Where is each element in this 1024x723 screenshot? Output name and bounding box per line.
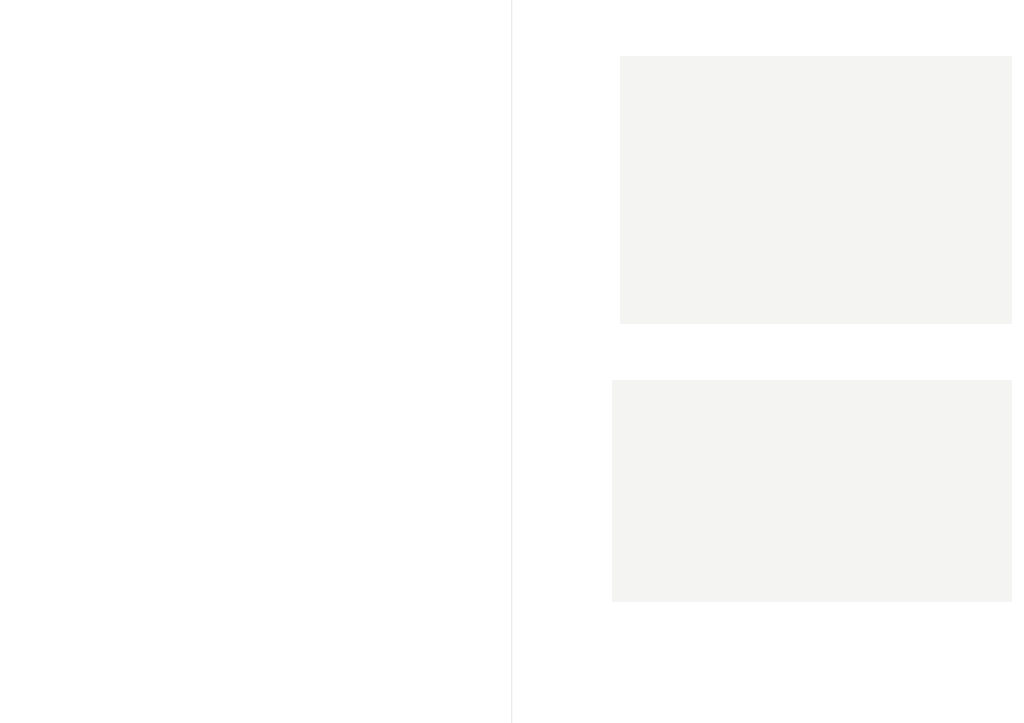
- right-page: [512, 0, 1024, 723]
- handwriting-bottom: [612, 380, 1012, 602]
- handwriting-top: [620, 56, 1012, 324]
- manuscript-receipt-top: [620, 56, 1012, 324]
- page-header: [32, 22, 462, 40]
- manuscript-receipt-bottom: [612, 380, 1012, 602]
